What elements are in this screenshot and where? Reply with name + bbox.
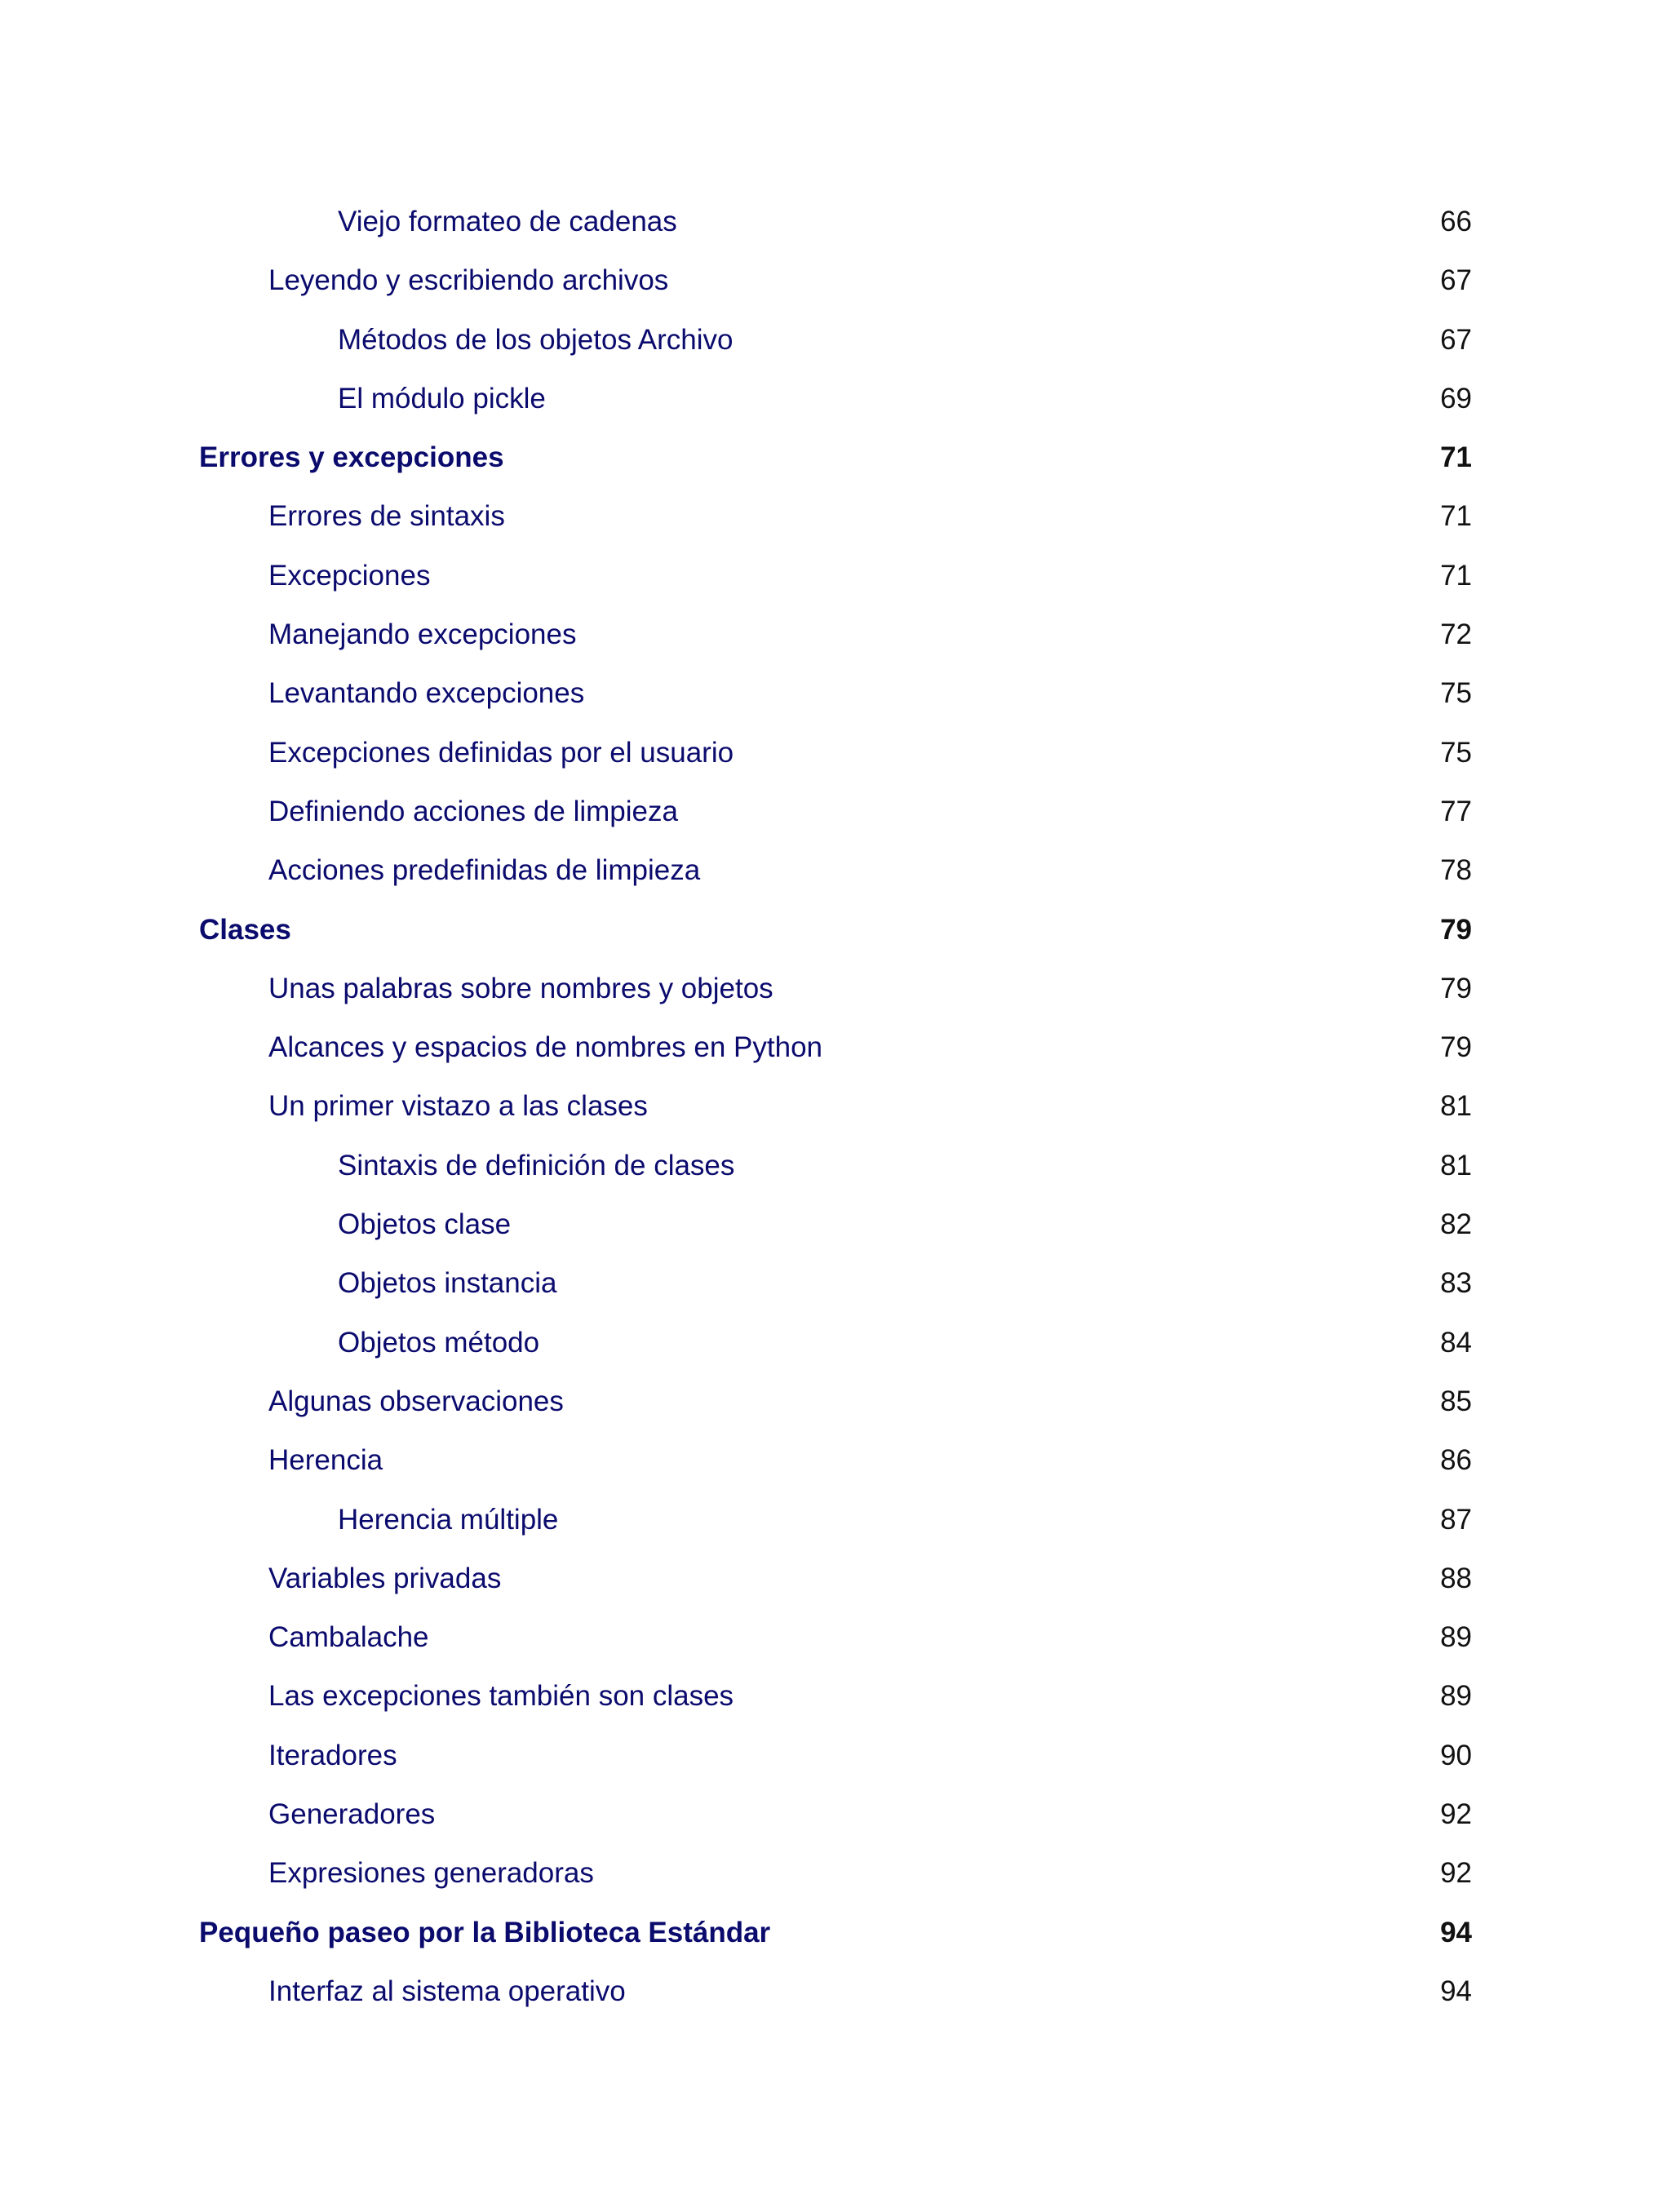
- toc-entry-title[interactable]: Errores de sintaxis: [268, 500, 505, 533]
- toc-chapter-entry[interactable]: [0, 901, 1671, 960]
- toc-entry-title[interactable]: Algunas observaciones: [268, 1385, 564, 1417]
- toc-page-number[interactable]: 87: [1440, 1503, 1472, 1536]
- toc-entry-title[interactable]: Cambalache: [268, 1621, 429, 1654]
- toc-page-number[interactable]: 81: [1440, 1149, 1472, 1181]
- toc-section-entry[interactable]: [0, 605, 1671, 664]
- toc-page-number[interactable]: 79: [1440, 913, 1472, 946]
- toc-entry-title[interactable]: El módulo pickle: [338, 382, 546, 414]
- toc-page-number[interactable]: 81: [1440, 1090, 1472, 1123]
- toc-entry-title[interactable]: Manejando excepciones: [268, 618, 577, 651]
- toc-entry-title[interactable]: Iteradores: [268, 1739, 397, 1771]
- toc-entry-title[interactable]: Errores y excepciones: [199, 441, 504, 474]
- toc-page-number[interactable]: 75: [1440, 736, 1472, 769]
- toc-entry-title[interactable]: Levantando excepciones: [268, 677, 585, 710]
- toc-entry-title[interactable]: Viejo formateo de cadenas: [338, 206, 677, 237]
- toc-entry-title[interactable]: Herencia múltiple: [338, 1503, 559, 1536]
- toc-section-entry[interactable]: [0, 1667, 1671, 1726]
- toc-section-entry[interactable]: [0, 370, 1671, 428]
- toc-section-entry[interactable]: [0, 193, 1671, 251]
- toc-section-entry[interactable]: [0, 1727, 1671, 1785]
- toc-page-number[interactable]: 71: [1440, 559, 1472, 592]
- toc-page-number[interactable]: 72: [1440, 618, 1472, 651]
- toc-section-entry[interactable]: [0, 960, 1671, 1018]
- toc-page-number[interactable]: 78: [1440, 854, 1472, 887]
- toc-page-number[interactable]: 82: [1440, 1208, 1472, 1241]
- toc-section-entry[interactable]: [0, 1077, 1671, 1136]
- toc-page-number[interactable]: 94: [1440, 1916, 1472, 1948]
- toc-section-entry[interactable]: [0, 1431, 1671, 1490]
- toc-page-number[interactable]: 69: [1440, 382, 1472, 414]
- toc-page-number[interactable]: 67: [1440, 323, 1472, 356]
- toc-section-entry[interactable]: [0, 1491, 1671, 1549]
- toc-chapter-entry[interactable]: [0, 1904, 1671, 1962]
- toc-page-number[interactable]: 86: [1440, 1444, 1472, 1477]
- toc-entry-title[interactable]: Acciones predefinidas de limpieza: [268, 854, 701, 887]
- toc-section-entry[interactable]: [0, 1254, 1671, 1313]
- toc-section-entry[interactable]: [0, 1608, 1671, 1667]
- toc-entry-title[interactable]: Métodos de los objetos Archivo: [338, 323, 734, 356]
- toc-entry-title[interactable]: Definiendo acciones de limpieza: [268, 795, 678, 827]
- toc-page-number[interactable]: 67: [1440, 264, 1472, 297]
- toc-section-entry[interactable]: [0, 1137, 1671, 1195]
- table-of-contents: [0, 193, 1671, 2021]
- toc-entry-title[interactable]: Interfaz al sistema operativo: [268, 1975, 626, 2007]
- toc-entry-title[interactable]: Un primer vistazo a las clases: [268, 1090, 648, 1123]
- toc-section-entry[interactable]: [0, 251, 1671, 310]
- toc-page-number[interactable]: 71: [1440, 500, 1472, 533]
- toc-page-number[interactable]: 71: [1440, 441, 1472, 474]
- toc-section-entry[interactable]: [0, 547, 1671, 605]
- toc-entry-title[interactable]: Generadores: [268, 1798, 436, 1831]
- toc-section-entry[interactable]: [0, 724, 1671, 782]
- toc-section-entry[interactable]: [0, 1549, 1671, 1608]
- toc-entry-title[interactable]: Unas palabras sobre nombres y objetos: [268, 972, 773, 1004]
- toc-page-number[interactable]: 90: [1440, 1739, 1472, 1771]
- toc-entry-title[interactable]: Clases: [199, 913, 291, 946]
- toc-page-number[interactable]: 79: [1440, 1031, 1472, 1064]
- toc-entry-title[interactable]: Excepciones definidas por el usuario: [268, 736, 734, 769]
- toc-section-entry[interactable]: [0, 1372, 1671, 1431]
- toc-entry-title[interactable]: Objetos instancia: [338, 1267, 557, 1300]
- toc-page-number[interactable]: 79: [1440, 972, 1472, 1004]
- toc-page-number[interactable]: 89: [1440, 1680, 1472, 1713]
- toc-page-number[interactable]: 83: [1440, 1267, 1472, 1300]
- toc-entry-title[interactable]: Variables privadas: [268, 1562, 502, 1594]
- toc-section-entry[interactable]: [0, 1018, 1671, 1077]
- toc-section-entry[interactable]: [0, 1962, 1671, 2021]
- toc-page-number[interactable]: 92: [1440, 1798, 1472, 1831]
- toc-page-number[interactable]: 85: [1440, 1385, 1472, 1417]
- toc-entry-title[interactable]: Expresiones generadoras: [268, 1857, 594, 1890]
- toc-chapter-entry[interactable]: [0, 428, 1671, 487]
- toc-section-entry[interactable]: [0, 664, 1671, 723]
- toc-page-number[interactable]: 88: [1440, 1562, 1472, 1594]
- toc-entry-title[interactable]: Alcances y espacios de nombres en Python: [268, 1031, 822, 1064]
- toc-entry-title[interactable]: Sintaxis de definición de clases: [338, 1149, 735, 1181]
- toc-entry-title[interactable]: Pequeño paseo por la Biblioteca Estándar: [199, 1916, 771, 1948]
- toc-entry-title[interactable]: Excepciones: [268, 559, 431, 592]
- toc-entry-title[interactable]: Leyendo y escribiendo archivos: [268, 264, 669, 297]
- toc-entry-title[interactable]: Objetos clase: [338, 1208, 512, 1241]
- toc-entry-title[interactable]: Objetos método: [338, 1326, 540, 1359]
- toc-page-number[interactable]: 77: [1440, 795, 1472, 827]
- toc-section-entry[interactable]: [0, 1195, 1671, 1254]
- toc-section-entry[interactable]: [0, 1314, 1671, 1372]
- toc-page-number[interactable]: 94: [1440, 1975, 1472, 2007]
- toc-section-entry[interactable]: [0, 487, 1671, 546]
- toc-page-number[interactable]: 92: [1440, 1857, 1472, 1890]
- toc-section-entry[interactable]: [0, 1785, 1671, 1844]
- toc-section-entry[interactable]: [0, 1844, 1671, 1903]
- toc-page-number[interactable]: 84: [1440, 1326, 1472, 1359]
- toc-entry-title[interactable]: Herencia: [268, 1444, 383, 1477]
- toc-section-entry[interactable]: [0, 841, 1671, 900]
- toc-page-number[interactable]: 89: [1440, 1621, 1472, 1654]
- toc-entry-title[interactable]: Las excepciones también son clases: [268, 1680, 734, 1713]
- toc-section-entry[interactable]: [0, 782, 1671, 841]
- toc-section-entry[interactable]: [0, 311, 1671, 370]
- toc-page-number[interactable]: 66: [1440, 206, 1472, 237]
- toc-page-number[interactable]: 75: [1440, 677, 1472, 710]
